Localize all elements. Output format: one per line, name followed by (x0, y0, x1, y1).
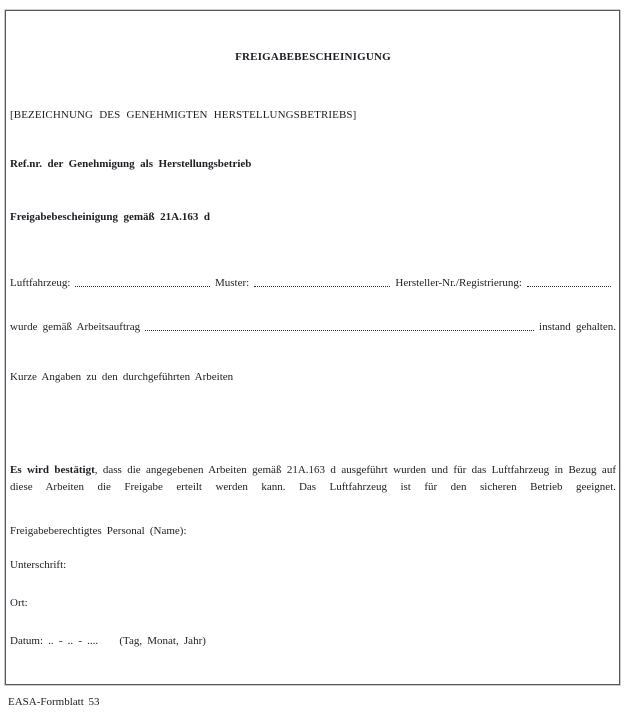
work-order-prefix: wurde gemäß Arbeitsauftrag (10, 321, 141, 333)
model-field-dots (254, 285, 390, 287)
signature-label: Unterschrift: (10, 559, 67, 571)
form-footer: EASA-Formblatt 53 (8, 696, 100, 708)
certifying-staff-label: Freigabeberechtigtes Personal (Name): (10, 525, 187, 537)
work-order-field-dots (145, 329, 534, 331)
aircraft-row (10, 276, 616, 290)
place-label: Ort: (10, 597, 28, 609)
serial-field-dots (527, 285, 611, 287)
aircraft-field-dots (75, 285, 210, 287)
manufacturer-name-placeholder: [BEZEICHNUNG DES GENEHMIGTEN HERSTELLUNGSBETRIEBS] (10, 109, 357, 121)
model-label: Muster: (214, 277, 250, 289)
confirmation-paragraph (10, 462, 616, 496)
confirmation-body: , dass die angegebenen Arbeiten gemäß 21A.163 d ausgeführt wurden und für das Luftfahrzeug in Bezug auf diese Arbeiten die Freigabe erteilt werden kann. Das Luftfahrzeug ist für den sicheren Betrieb geeignet. (10, 464, 616, 493)
confirmation-lead: Es wird bestätigt (10, 464, 95, 476)
work-details-label: Kurze Angaben zu den durchgeführten Arbeiten (10, 371, 234, 383)
date-row (10, 634, 616, 648)
certificate-heading: Freigabebescheinigung gemäß 21A.163 d (10, 211, 210, 223)
work-order-suffix: instand gehalten. (539, 321, 616, 333)
form-title: FREIGABEBESCHEINIGUNG (235, 51, 391, 63)
date-label: Datum: .. - .. - .... (10, 635, 99, 647)
work-order-row (10, 320, 616, 334)
approval-ref-label: Ref.nr. der Genehmigung als Herstellungsbetrieb (10, 158, 252, 170)
serial-label: Hersteller-Nr./Registrierung: (395, 277, 522, 289)
aircraft-label: Luftfahrzeug: (10, 277, 71, 289)
date-format-hint: (Tag, Monat, Jahr) (119, 635, 206, 647)
